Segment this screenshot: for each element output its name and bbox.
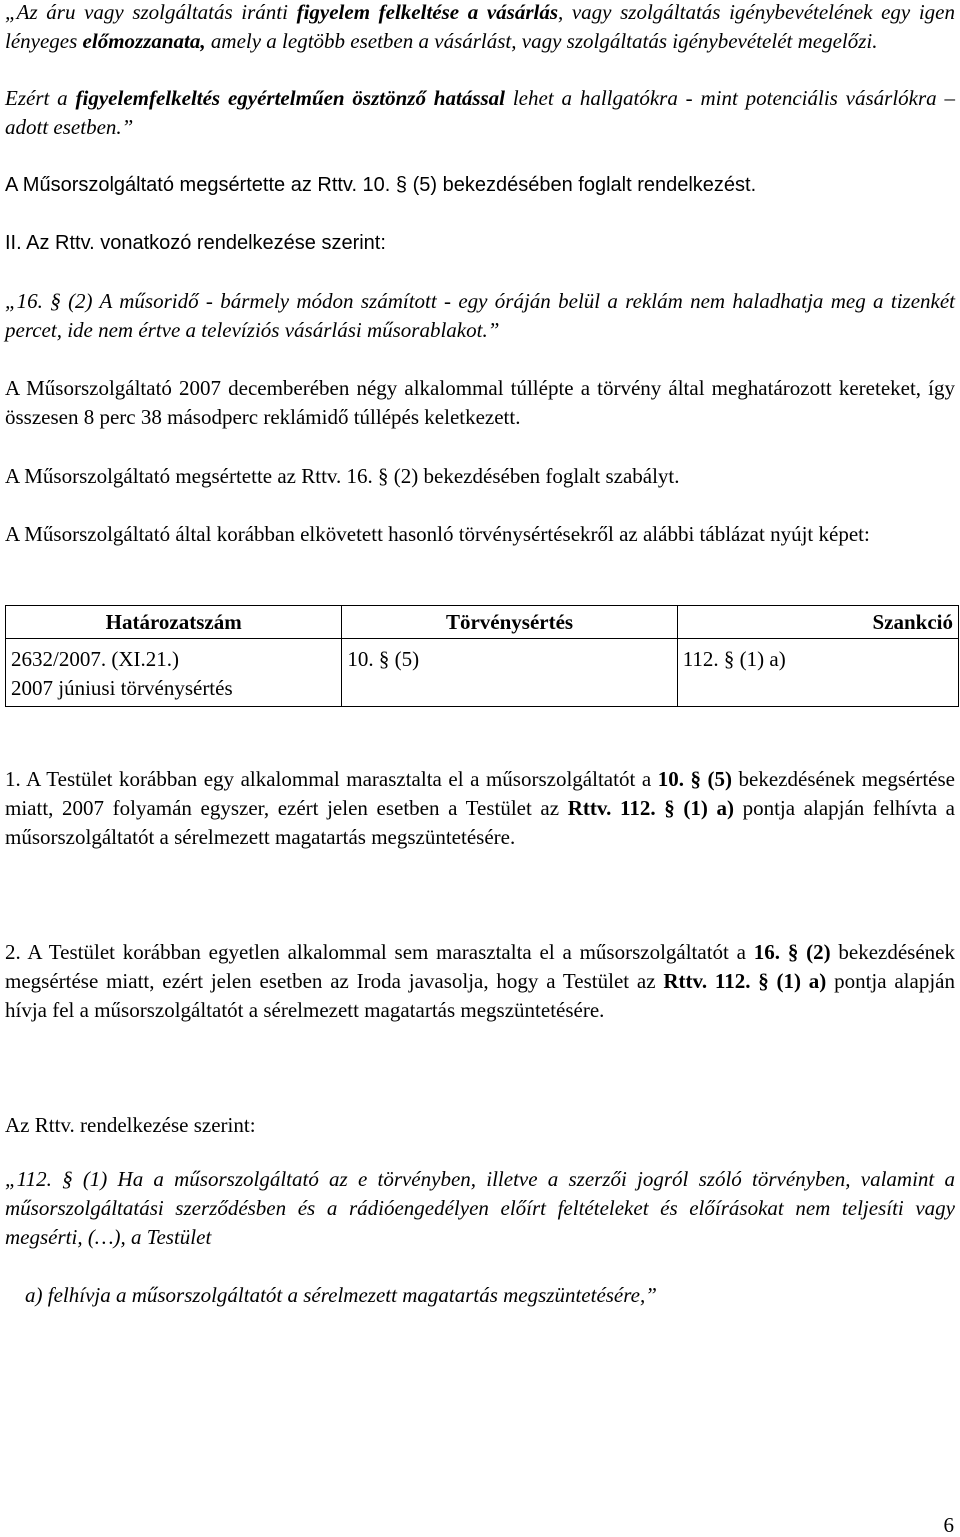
table-header-violation: Törvénysértés [342, 606, 677, 639]
point-1-text-1: 1. A Testület korábban egy alkalommal marasztalta el a műsorszolgáltatót a [5, 767, 658, 791]
point-2-ref-2: Rttv. 112. § (1) a) [663, 969, 827, 993]
point-2-text-3: pontja alapján hívja fel a műsorszolgáltatót a sérelmezett magatartás megszüntetésére. [5, 969, 955, 1022]
point-2-text-1: 2. A Testület korábban egyetlen alkalommal sem marasztalta el a műsorszolgáltatót a [5, 940, 754, 964]
quote-intro [5, 0, 955, 56]
violations-table [5, 605, 959, 707]
table-cell-violation: 10. § (5) [342, 639, 677, 707]
point-1 [5, 765, 955, 852]
table-header-row [6, 606, 959, 639]
violation-description: A Műsorszolgáltató 2007 decemberében négy alkalommal túllépte a törvény által meghatározott kereteket, így összesen 8 perc 38 másodperc reklámidő túllépés keletkezett. [5, 376, 955, 429]
point-1-ref-1: 10. § (5) [657, 767, 733, 791]
point-2 [5, 938, 955, 1025]
quote-intro-text-3: amely a legtöbb esetben a vásárlást, vagy szolgáltatás igénybevételét megelőzi. [205, 29, 878, 53]
quote-112-point-a: a) felhívja a műsorszolgáltatót a sérelmezett magatartás megszüntetésére,” [25, 1283, 657, 1307]
quote-112: „112. § (1) Ha a műsorszolgáltató az e törvényben, illetve a szerzői jogról szóló törvényben, valamint a műsorszolgáltatási szerződésben és a rádióengedélyen előírt feltételeket és előírásokat nem teljesíti vagy megsérti, (…), a Testület [5, 1167, 955, 1249]
point-1-ref-2: Rttv. 112. § (1) a) [567, 796, 734, 820]
table-row [6, 639, 959, 707]
page-number: 6 [943, 1513, 954, 1537]
quote-intro-text-2: , vagy szolgáltatás igénybevételének egy igen lényeges [5, 0, 955, 53]
rttv-heading: Az Rttv. rendelkezése szerint: [5, 1113, 256, 1137]
quote-intro-emphasis-3: figyelemfelkeltés egyértelműen ösztönző hatással [75, 86, 505, 110]
quote-16: „16. § (2) A műsoridő - bármely módon számított - egy óráján belül a reklám nem haladhatja meg a tizenkét percet, ide nem értve a televíziós vásárlási műsorablakot.” [5, 289, 955, 342]
quote-intro-text-4: Ezért a [5, 86, 76, 110]
section-2-heading: II. Az Rttv. vonatkozó rendelkezése szerint: [5, 232, 386, 254]
quote-intro-second [5, 84, 955, 142]
point-2-ref-1: 16. § (2) [753, 940, 831, 964]
point-2-text-2: bekezdésének megsértése miatt, ezért jelen esetben az Iroda javasolja, hogy a Testület az [5, 940, 955, 993]
table-header-sanction: Szankció [677, 606, 958, 639]
point-1-text-2: bekezdésének megsértése miatt, 2007 folyamán egyszer, ezért jelen esetben a Testület az [5, 767, 955, 820]
quote-intro-text-1: „Az áru vagy szolgáltatás iránti [5, 0, 297, 24]
decision-number: 2632/2007. (XI.21.) [11, 647, 179, 671]
quote-intro-emphasis-2: előmozzanata, [82, 29, 206, 53]
table-intro: A Műsorszolgáltató által korábban elkövetett hasonló törvénysértésekről az alábbi táblázat nyújt képet: [5, 522, 870, 546]
quote-intro-text-5: lehet a hallgatókra - mint potenciális vásárlókra – adott esetben.” [5, 86, 956, 139]
finding-2: A Műsorszolgáltató megsértette az Rttv. 16. § (2) bekezdésében foglalt szabályt. [5, 464, 680, 488]
point-1-text-3: pontja alapján felhívta a műsorszolgáltatót a sérelmezett magatartás megszüntetésére. [5, 796, 955, 849]
decision-note: 2007 júniusi törvénysértés [11, 676, 233, 700]
table-cell-decision [6, 639, 342, 707]
table-header-decision: Határozatszám [6, 606, 342, 639]
quote-intro-emphasis-1: figyelem felkeltése a vásárlás [296, 0, 558, 24]
finding-1: A Műsorszolgáltató megsértette az Rttv. 10. § (5) bekezdésében foglalt rendelkezést. [5, 174, 757, 196]
table-cell-sanction: 112. § (1) a) [677, 639, 958, 707]
